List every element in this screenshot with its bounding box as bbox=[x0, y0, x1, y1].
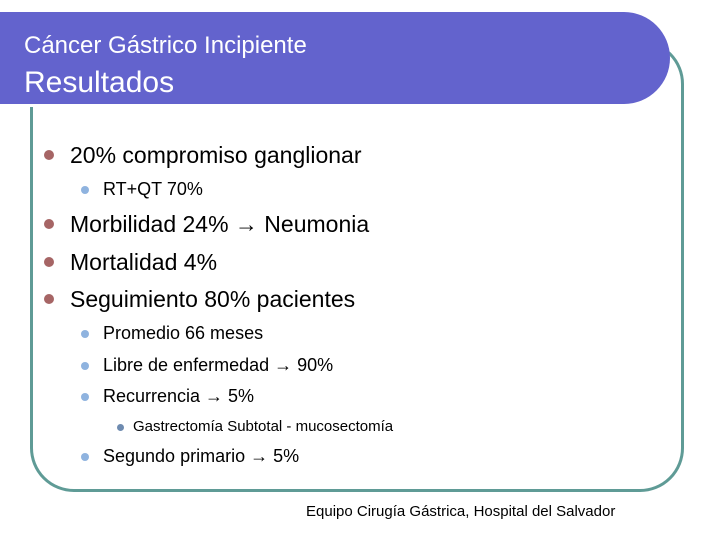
bullet-item: Mortalidad 4% bbox=[70, 249, 218, 275]
bullet-dot bbox=[44, 219, 54, 229]
bullet-dot bbox=[81, 330, 89, 338]
slide-subtitle: Resultados bbox=[24, 66, 175, 99]
bullet-dot bbox=[44, 294, 54, 304]
bullet-dot bbox=[81, 186, 89, 194]
bullet-dot bbox=[117, 424, 124, 431]
bullet-item: Promedio 66 meses bbox=[103, 323, 264, 343]
bullet-item: RT+QT 70% bbox=[103, 179, 203, 199]
bullet-dot bbox=[81, 362, 89, 370]
bullet-item: 20% compromiso ganglionar bbox=[70, 142, 362, 168]
bullet-dot bbox=[44, 257, 54, 267]
bullet-dot bbox=[81, 393, 89, 401]
slide-title: Cáncer Gástrico Incipiente bbox=[24, 32, 307, 59]
bullet-item: Segundo primario → 5% bbox=[103, 446, 300, 466]
bullet-item: Morbilidad 24% → Neumonia bbox=[70, 211, 370, 237]
bullet-item: Recurrencia → 5% bbox=[103, 386, 255, 406]
bullet-dot bbox=[81, 453, 89, 461]
title-divider bbox=[0, 104, 636, 107]
bullet-dot bbox=[44, 150, 54, 160]
bullet-item: Gastrectomía Subtotal - mucosectomía bbox=[133, 418, 394, 435]
bullet-item: Libre de enfermedad → 90% bbox=[103, 355, 334, 375]
title-bar bbox=[0, 12, 670, 104]
bullet-item: Seguimiento 80% pacientes bbox=[70, 286, 356, 312]
footer-credit: Equipo Cirugía Gástrica, Hospital del Salvador bbox=[306, 503, 616, 520]
